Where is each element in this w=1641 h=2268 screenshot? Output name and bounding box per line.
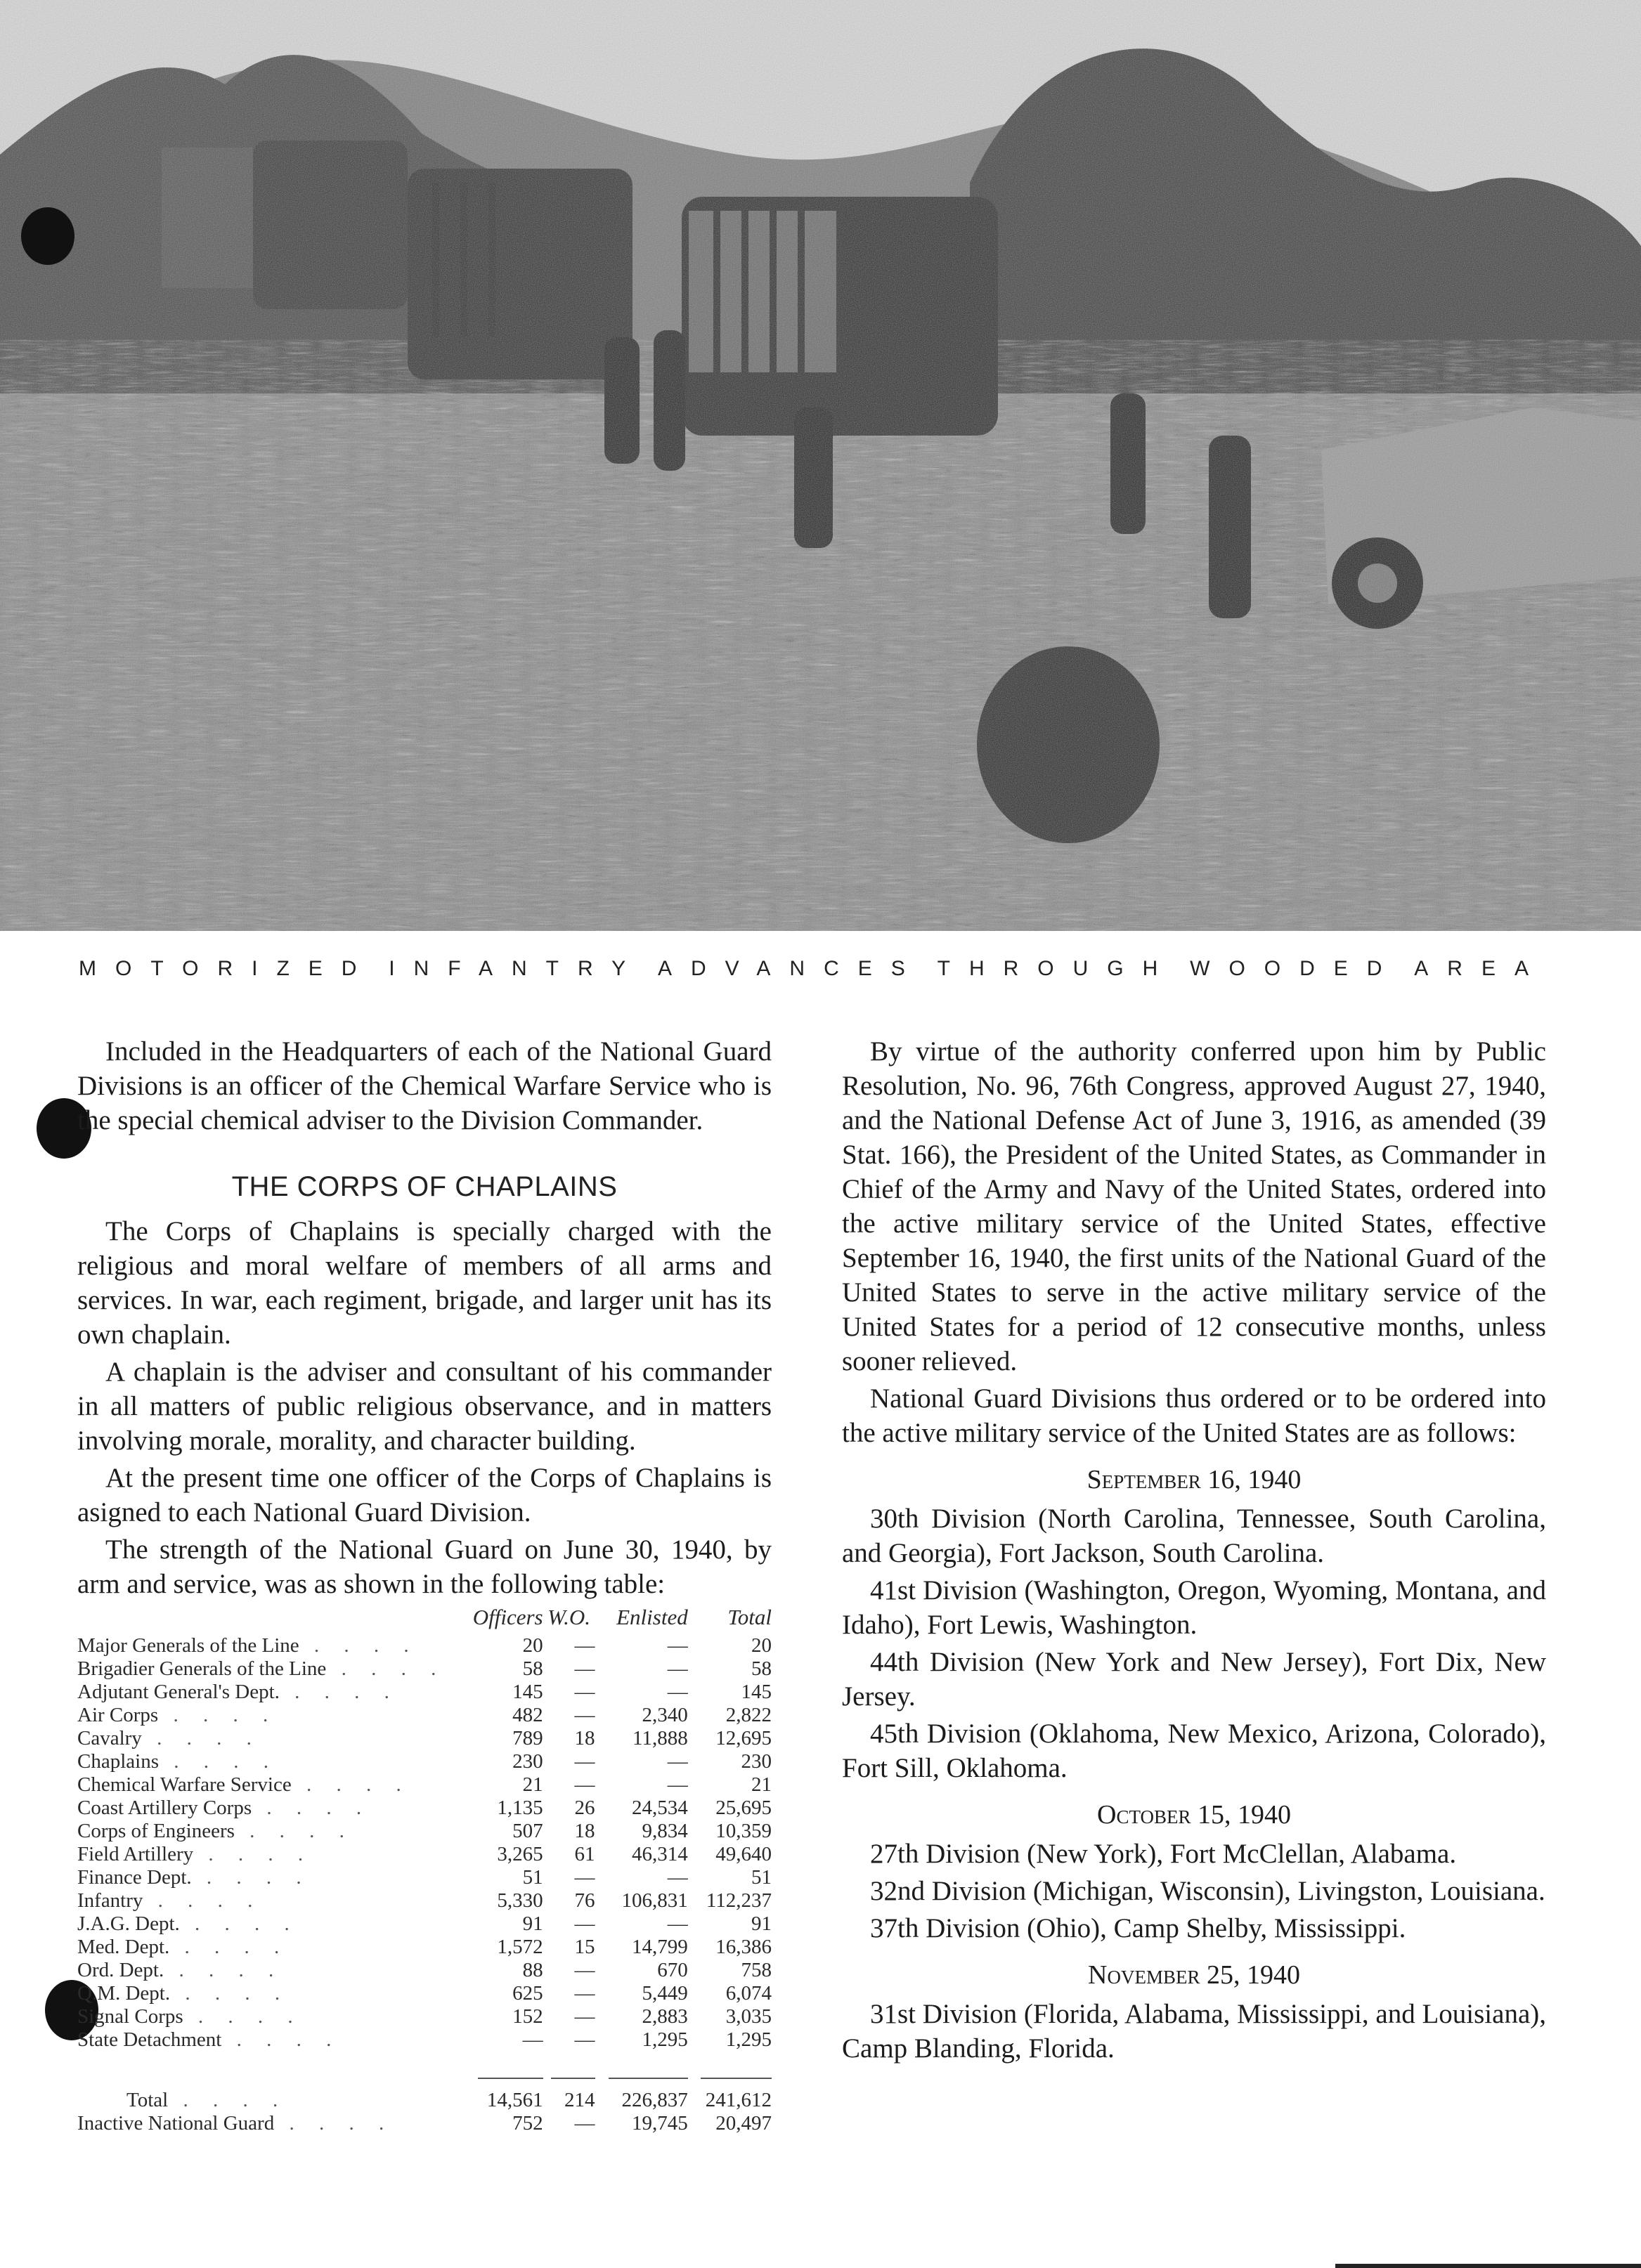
- row-label: Ord. Dept. . . . .: [77, 1959, 284, 1981]
- dot-leader: . . . .: [179, 1912, 299, 1935]
- cell-wo: 18: [574, 1727, 595, 1749]
- cell-total: 241,612: [705, 2089, 772, 2111]
- cell-enlisted: 24,534: [631, 1797, 688, 1819]
- cell-officers: 88: [522, 1959, 543, 1981]
- cell-total: 49,640: [715, 1843, 772, 1865]
- photo-illustration: [0, 0, 1641, 931]
- cell-enlisted: 14,799: [631, 1936, 688, 1958]
- table-row: [77, 1797, 772, 1820]
- table-inactive-row: [77, 2112, 772, 2135]
- cell-officers: 20: [522, 1634, 543, 1657]
- cell-officers: 625: [512, 1982, 543, 2005]
- cell-total: 25,695: [715, 1797, 772, 1819]
- header-wo: W.O.: [547, 1605, 590, 1629]
- header-enlisted: Enlisted: [616, 1605, 688, 1629]
- cell-wo: 214: [564, 2089, 595, 2111]
- cell-officers: 5,330: [497, 1889, 543, 1912]
- dot-leader: . . . .: [279, 1681, 399, 1703]
- date-heading: September 16, 1940: [1087, 1465, 1302, 1494]
- cell-wo: —: [574, 1959, 595, 1981]
- cell-enlisted: 2,883: [642, 2005, 688, 2028]
- rule-spacer: [77, 2052, 467, 2089]
- photo-grain: [0, 0, 1641, 931]
- cell-officers: —: [522, 2028, 543, 2051]
- cell-total: 1,295: [725, 2028, 772, 2051]
- cell-enlisted: 226,837: [621, 2089, 688, 2111]
- section-heading: THE CORPS OF CHAPLAINS: [231, 1171, 618, 1202]
- intro-paragraph: Included in the Headquarters of each of the National Guard Divisions is an officer of the Chemical Warfare Service who is the special chemical adviser to the Division Commander.: [77, 1036, 772, 1135]
- cell-total: 16,386: [715, 1936, 772, 1958]
- cell-enlisted: —: [667, 1750, 688, 1773]
- cell-enlisted: —: [667, 1681, 688, 1703]
- cell-total: 2,822: [725, 1704, 772, 1726]
- cell-wo: —: [574, 1657, 595, 1680]
- cell-wo: —: [574, 1750, 595, 1773]
- table-row: [77, 1912, 772, 1936]
- table-row: [77, 1843, 772, 1866]
- dot-leader: . . . .: [169, 1936, 290, 1958]
- paragraph: The strength of the National Guard on June 30, 1940, by arm and service, was as shown in the following table:: [77, 1534, 772, 1599]
- strength-table: [77, 1605, 772, 2135]
- caption-word: ADVANCES: [657, 957, 924, 980]
- cell-officers: 145: [512, 1681, 543, 1703]
- table-row: [77, 1959, 772, 1982]
- photograph-motorized-infantry: [0, 0, 1641, 931]
- row-label: Major Generals of the Line . . . .: [77, 1634, 419, 1657]
- cell-total: 21: [751, 1773, 772, 1796]
- row-label: Cavalry . . . .: [77, 1727, 261, 1749]
- row-label: Inactive National Guard . . . .: [77, 2112, 394, 2135]
- table-body: [77, 1634, 772, 2135]
- table-row: [77, 1657, 772, 1681]
- cell-officers: 789: [512, 1727, 543, 1749]
- table-total-row: [77, 2089, 772, 2112]
- row-label: Finance Dept. . . . .: [77, 1866, 311, 1889]
- cell-officers: 1,135: [497, 1797, 543, 1819]
- caption-word: INFANTRY: [389, 957, 645, 980]
- dot-leader: . . . .: [164, 1959, 284, 1981]
- cell-enlisted: 11,888: [633, 1727, 688, 1749]
- cell-wo: —: [574, 1634, 595, 1657]
- caption-word: WOODED: [1190, 957, 1401, 980]
- cell-total: 758: [741, 1959, 772, 1981]
- cell-total: 6,074: [725, 1982, 772, 2005]
- cell-total: 20: [751, 1634, 772, 1657]
- cell-officers: 1,572: [497, 1936, 543, 1958]
- dot-leader: . . . .: [183, 2005, 303, 2028]
- cell-enlisted: 9,834: [642, 1820, 688, 1842]
- cell-enlisted: —: [667, 1912, 688, 1935]
- division-entry: 31st Division (Florida, Alabama, Mississippi, and Louisiana), Camp Blanding, Florida.: [842, 1999, 1546, 2064]
- cell-officers: 21: [522, 1773, 543, 1796]
- date-heading: October 15, 1940: [1097, 1800, 1291, 1830]
- row-label: J.A.G. Dept. . . . .: [77, 1912, 299, 1935]
- cell-officers: 752: [512, 2112, 543, 2135]
- cell-enlisted: —: [667, 1657, 688, 1680]
- row-label: Infantry . . . .: [77, 1889, 263, 1912]
- cell-wo: —: [574, 1912, 595, 1935]
- cell-total: 112,237: [706, 1889, 772, 1912]
- cell-wo: 76: [574, 1889, 595, 1912]
- dot-leader: . . . .: [234, 1820, 354, 1842]
- caption-word: THROUGH: [937, 957, 1177, 980]
- cell-wo: —: [574, 2005, 595, 2028]
- division-entry: 37th Division (Ohio), Camp Shelby, Mississippi.: [870, 1913, 1406, 1943]
- dot-leader: . . . .: [291, 1773, 411, 1796]
- paragraph: By virtue of the authority conferred upon him by Public Resolution, No. 96, 76th Congress, approved August 27, 1940, and the National Defense Act of June 3, 1916, as amended (39 Stat. 166), the President of the United States, as Commander in Chief of the Army and Navy of the United States, ordered into the active military service of the United States, effective September 16, 1940, the first units of the National Guard of the United States to serve in the active military service of the United States for a period of 12 consecutive months, unless sooner relieved.: [842, 1036, 1546, 1376]
- row-label: Corps of Engineers . . . .: [77, 1820, 354, 1842]
- division-entry: 41st Division (Washington, Oregon, Wyoming, Montana, and Idaho), Fort Lewis, Washington.: [842, 1575, 1546, 1640]
- cell-wo: —: [574, 1681, 595, 1703]
- dot-leader: . . . .: [170, 1982, 290, 2005]
- cell-wo: 61: [574, 1843, 595, 1865]
- cell-total: 58: [751, 1657, 772, 1680]
- cell-officers: 507: [512, 1820, 543, 1842]
- rule-line: [478, 2078, 543, 2079]
- page-edge: [1335, 2264, 1641, 2268]
- division-groups: [842, 1463, 1546, 2066]
- cell-enlisted: 2,340: [642, 1704, 688, 1726]
- table-row: [77, 1727, 772, 1750]
- paragraph: The Corps of Chaplains is specially charged with the religious and moral welfare of members of all arms and services. In war, each regiment, brigade, and larger unit has its own chaplain.: [77, 1216, 772, 1350]
- caption-word: MOTORIZED: [79, 957, 376, 980]
- division-entry: 32nd Division (Michigan, Wisconsin), Livingston, Louisiana.: [870, 1876, 1545, 1906]
- cell-enlisted: —: [667, 1773, 688, 1796]
- table-header-row: [77, 1605, 772, 1634]
- paragraph: At the present time one officer of the Corps of Chaplains is asigned to each National Guard Division.: [77, 1463, 772, 1527]
- dot-leader: . . . .: [158, 1704, 278, 1726]
- cell-officers: 152: [512, 2005, 543, 2028]
- table-row: [77, 1704, 772, 1727]
- cell-total: 12,695: [715, 1727, 772, 1749]
- cell-enlisted: 19,745: [631, 2112, 688, 2135]
- row-label: Q.M. Dept. . . . .: [77, 1982, 290, 2005]
- date-heading: November 25, 1940: [1088, 1960, 1300, 1990]
- division-entry: 45th Division (Oklahoma, New Mexico, Arizona, Colorado), Fort Sill, Oklahoma.: [842, 1719, 1546, 1783]
- cell-enlisted: —: [667, 1634, 688, 1657]
- table-row: [77, 2005, 772, 2028]
- row-label: Air Corps . . . .: [77, 1704, 278, 1726]
- punch-hole: [21, 207, 74, 265]
- cell-officers: 51: [522, 1866, 543, 1889]
- left-column: [77, 1034, 772, 2135]
- table-row: [77, 1634, 772, 1657]
- total-rule-row: [77, 2052, 772, 2089]
- cell-wo: —: [574, 1866, 595, 1889]
- cell-total: 20,497: [715, 2112, 772, 2135]
- table-row: [77, 1820, 772, 1843]
- rule-cell: [688, 2052, 772, 2089]
- table-row: [77, 1936, 772, 1959]
- cell-officers: 230: [512, 1750, 543, 1773]
- cell-enlisted: 1,295: [642, 2028, 688, 2051]
- cell-enlisted: 106,831: [621, 1889, 688, 1912]
- row-label: Signal Corps . . . .: [77, 2005, 303, 2028]
- cell-total: 91: [751, 1912, 772, 1935]
- division-entry: 44th Division (New York and New Jersey), Fort Dix, New Jersey.: [842, 1647, 1546, 1712]
- row-label: Chaplains . . . .: [77, 1750, 278, 1773]
- cell-enlisted: 670: [657, 1959, 688, 1981]
- row-label: Chemical Warfare Service . . . .: [77, 1773, 411, 1796]
- cell-total: 145: [741, 1681, 772, 1703]
- rule-line: [701, 2078, 772, 2079]
- row-label: Coast Artillery Corps . . . .: [77, 1797, 372, 1819]
- dot-leader: . . . .: [143, 1889, 263, 1912]
- rule-cell: [595, 2052, 688, 2089]
- cell-officers: 14,561: [486, 2089, 543, 2111]
- row-label: Brigadier Generals of the Line . . . .: [77, 1657, 446, 1680]
- cell-wo: 15: [574, 1936, 595, 1958]
- dot-leader: . . . .: [193, 1843, 313, 1865]
- cell-officers: 91: [522, 1912, 543, 1935]
- cell-officers: 3,265: [497, 1843, 543, 1865]
- table-row: [77, 1750, 772, 1773]
- table-row: [77, 1681, 772, 1704]
- right-column: [842, 1034, 1546, 2068]
- row-label: Adjutant General's Dept. . . . .: [77, 1681, 399, 1703]
- cell-wo: 18: [574, 1820, 595, 1842]
- table-row: [77, 1773, 772, 1797]
- cell-total: 230: [741, 1750, 772, 1773]
- cell-wo: 26: [574, 1797, 595, 1819]
- paragraph: National Guard Divisions thus ordered or to be ordered into the active military service of the United States are as follows:: [842, 1383, 1546, 1448]
- rule-cell: [543, 2052, 595, 2089]
- cell-wo: —: [574, 1773, 595, 1796]
- cell-wo: —: [574, 2028, 595, 2051]
- dot-leader: . . . .: [159, 1750, 278, 1773]
- rule-line: [551, 2078, 595, 2079]
- dot-leader: . . . .: [274, 2112, 394, 2135]
- cell-wo: —: [574, 2112, 595, 2135]
- rule-cell: [467, 2052, 543, 2089]
- cell-wo: —: [574, 1704, 595, 1726]
- caption-word: AREA: [1414, 957, 1548, 980]
- cell-total: 51: [751, 1866, 772, 1889]
- dot-leader: . . . .: [191, 1866, 311, 1889]
- cell-total: 3,035: [725, 2005, 772, 2028]
- dot-leader: . . . .: [326, 1657, 446, 1680]
- dot-leader: . . . .: [221, 2028, 342, 2051]
- table-row: [77, 1866, 772, 1889]
- header-total: Total: [727, 1605, 772, 1629]
- cell-officers: 58: [522, 1657, 543, 1680]
- cell-enlisted: 5,449: [642, 1982, 688, 2005]
- header-label: [77, 1605, 467, 1634]
- table-row: [77, 2028, 772, 2052]
- cell-officers: 482: [512, 1704, 543, 1726]
- row-label: Field Artillery . . . .: [77, 1843, 313, 1865]
- cell-wo: —: [574, 1982, 595, 2005]
- division-entry: 30th Division (North Carolina, Tennessee, South Carolina, and Georgia), Fort Jackson, South Carolina.: [842, 1504, 1546, 1568]
- paragraph: A chaplain is the adviser and consultant of his commander in all matters of public religious observance, and in matters involving morale, morality, and character building.: [77, 1357, 772, 1456]
- division-entry: 27th Division (New York), Fort McClellan, Alabama.: [870, 1839, 1457, 1869]
- dot-leader: . . . .: [141, 1727, 261, 1749]
- table-row: [77, 1982, 772, 2005]
- cell-enlisted: —: [667, 1866, 688, 1889]
- dot-leader: . . . .: [252, 1797, 372, 1819]
- dot-leader: . . . .: [168, 2089, 288, 2111]
- row-label: Total . . . .: [127, 2089, 288, 2111]
- rule-line: [609, 2078, 687, 2079]
- table-row: [77, 1889, 772, 1912]
- row-label: State Detachment . . . .: [77, 2028, 342, 2051]
- cell-total: 10,359: [715, 1820, 772, 1842]
- cell-enlisted: 46,314: [631, 1843, 688, 1865]
- photo-caption: [79, 957, 1548, 981]
- row-label: Med. Dept. . . . .: [77, 1936, 290, 1958]
- header-officers: Officers: [472, 1605, 543, 1629]
- dot-leader: . . . .: [299, 1634, 419, 1657]
